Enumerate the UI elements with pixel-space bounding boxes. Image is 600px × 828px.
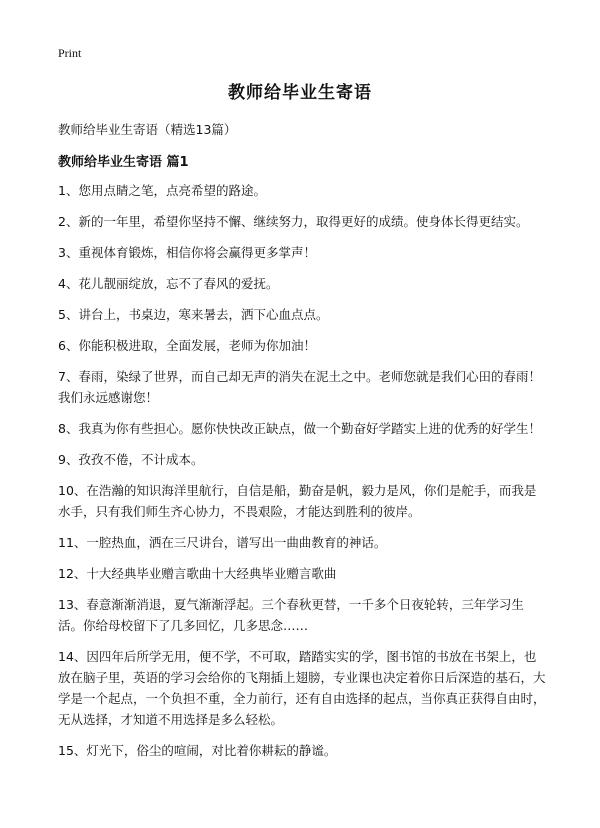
paragraph: 10、在浩瀚的知识海洋里航行，自信是船，勤奋是帆，毅力是风，你们是舵手，而我是水手，只有我们师生齐心协力，不畏艰险，才能达到胜利的彼岸。 xyxy=(58,483,537,519)
paragraph: 8、我真为你有些担心。愿你快快改正缺点，做一个勤奋好学踏实上进的优秀的好学生！ xyxy=(58,421,541,436)
paragraph: 1、您用点睛之笔，点亮希望的路途。 xyxy=(58,183,266,198)
paragraph: 15、灯光下，俗尘的喧闹，对比着你耕耘的静谧。 xyxy=(58,743,337,758)
paragraph: 9、孜孜不倦，不计成本。 xyxy=(58,452,204,467)
paragraph: 14、因四年后所学无用，便不学，不可取，踏踏实实的学，图书馆的书放在书架上，也放在脑子里，英语的学习会给你的飞翔插上翅膀，专业课也决定着你日后深造的基石，大学是一个起点，一个负担不重，全力前行，还有自由选择的起点，当你真正获得自由时，无从选择，才知道不用选择是多么轻松。 xyxy=(58,649,546,727)
paragraph: 2、新的一年里，希望你坚持不懈、继续努力，取得更好的成绩。使身体长得更结实。 xyxy=(58,214,529,229)
page-subtitle: 教师给毕业生寄语（精选13篇） xyxy=(58,122,237,137)
paragraph: 13、春意渐渐消退，夏气渐渐浮起。三个春秋更替，一千多个日夜轮转，三年学习生活。你给母校留下了几多回忆，几多思念…… xyxy=(58,597,524,633)
paragraph: 7、春雨，染绿了世界，而自己却无声的消失在泥土之中。老师您就是我们心田的春雨！我们永远感谢您！ xyxy=(58,369,541,405)
paragraph: 11、一腔热血，洒在三尺讲台，谱写出一曲曲教育的神话。 xyxy=(58,535,387,550)
paragraph: 4、花儿靓丽绽放，忘不了春风的爱抚。 xyxy=(58,276,279,291)
paragraph: 12、十大经典毕业赠言歌曲十大经典毕业赠言歌曲 xyxy=(58,566,337,581)
page-title: 教师给毕业生寄语 xyxy=(228,83,372,103)
section-heading: 教师给毕业生寄语 篇1 xyxy=(58,155,189,170)
paragraph: 5、讲台上，书桌边，寒来暑去，洒下心血点点。 xyxy=(58,307,329,322)
paragraph: 3、重视体育锻炼，相信你将会赢得更多掌声！ xyxy=(58,245,316,260)
paragraph-list xyxy=(58,180,548,771)
paragraph: 6、你能积极进取，全面发展，老师为你加油！ xyxy=(58,338,316,353)
print-link[interactable]: Print xyxy=(58,46,82,60)
